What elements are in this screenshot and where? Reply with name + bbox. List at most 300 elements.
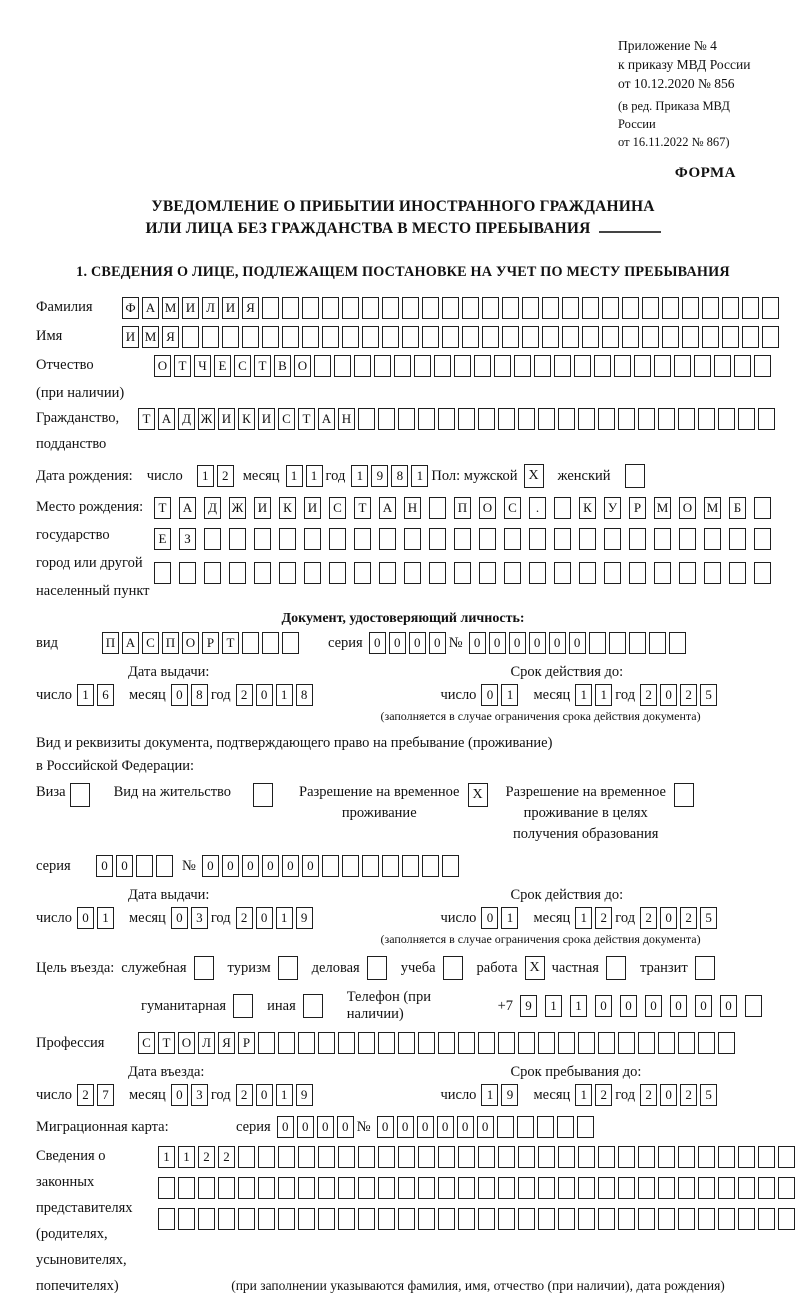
- char-cell[interactable]: С: [138, 1032, 155, 1054]
- char-cell[interactable]: [282, 297, 299, 319]
- char-cell[interactable]: [718, 1177, 735, 1199]
- char-cell[interactable]: И: [254, 497, 271, 519]
- char-cell[interactable]: [382, 855, 399, 877]
- char-cell[interactable]: [578, 408, 595, 430]
- char-cell[interactable]: [702, 326, 719, 348]
- char-cell[interactable]: [778, 1177, 795, 1199]
- char-cell[interactable]: [698, 1177, 715, 1199]
- char-cell[interactable]: [538, 1208, 555, 1230]
- char-cell[interactable]: [704, 562, 721, 584]
- char-cell[interactable]: [342, 855, 359, 877]
- char-cell[interactable]: 0: [481, 684, 498, 706]
- char-cell[interactable]: [642, 297, 659, 319]
- char-cell[interactable]: [404, 562, 421, 584]
- char-cell[interactable]: [538, 408, 555, 430]
- char-cell[interactable]: [378, 1177, 395, 1199]
- char-cell[interactable]: [729, 562, 746, 584]
- char-cell[interactable]: Л: [202, 297, 219, 319]
- char-cell[interactable]: [554, 355, 571, 377]
- char-cell[interactable]: [622, 326, 639, 348]
- char-cell[interactable]: [714, 355, 731, 377]
- purpose-transit-checkbox[interactable]: [695, 956, 715, 980]
- char-cell[interactable]: [242, 326, 259, 348]
- char-cell[interactable]: С: [278, 408, 295, 430]
- temp-residence-permit-checkbox[interactable]: X: [468, 783, 488, 807]
- char-cell[interactable]: [658, 1146, 675, 1168]
- char-cell[interactable]: 7: [97, 1084, 114, 1106]
- char-cell[interactable]: [334, 355, 351, 377]
- char-cell[interactable]: [458, 1032, 475, 1054]
- char-cell[interactable]: [238, 1177, 255, 1199]
- char-cell[interactable]: [614, 355, 631, 377]
- char-cell[interactable]: 1: [570, 995, 587, 1017]
- char-cell[interactable]: 0: [660, 907, 677, 929]
- residence-permit-checkbox[interactable]: [253, 783, 273, 807]
- char-cell[interactable]: 2: [595, 907, 612, 929]
- char-cell[interactable]: [358, 1032, 375, 1054]
- char-cell[interactable]: [622, 297, 639, 319]
- char-cell[interactable]: И: [304, 497, 321, 519]
- male-checkbox[interactable]: X: [524, 464, 544, 488]
- char-cell[interactable]: [438, 1032, 455, 1054]
- char-cell[interactable]: 0: [116, 855, 133, 877]
- purpose-business-checkbox[interactable]: [367, 956, 387, 980]
- char-cell[interactable]: [302, 297, 319, 319]
- char-cell[interactable]: [498, 1177, 515, 1199]
- char-cell[interactable]: [422, 855, 439, 877]
- char-cell[interactable]: 0: [529, 632, 546, 654]
- visa-checkbox[interactable]: [70, 783, 90, 807]
- char-cell[interactable]: [282, 326, 299, 348]
- char-cell[interactable]: [254, 528, 271, 550]
- char-cell[interactable]: Т: [158, 1032, 175, 1054]
- char-cell[interactable]: [338, 1032, 355, 1054]
- char-cell[interactable]: 5: [700, 684, 717, 706]
- char-cell[interactable]: [734, 355, 751, 377]
- char-cell[interactable]: [589, 632, 606, 654]
- char-cell[interactable]: [342, 326, 359, 348]
- female-checkbox[interactable]: [625, 464, 645, 488]
- char-cell[interactable]: [154, 562, 171, 584]
- char-cell[interactable]: 0: [302, 855, 319, 877]
- char-cell[interactable]: [638, 1208, 655, 1230]
- char-cell[interactable]: 0: [277, 1116, 294, 1138]
- char-cell[interactable]: 8: [296, 684, 313, 706]
- char-cell[interactable]: Т: [174, 355, 191, 377]
- char-cell[interactable]: [438, 1208, 455, 1230]
- char-cell[interactable]: 6: [97, 684, 114, 706]
- char-cell[interactable]: [514, 355, 531, 377]
- char-cell[interactable]: [678, 408, 695, 430]
- char-cell[interactable]: 0: [242, 855, 259, 877]
- char-cell[interactable]: [398, 1146, 415, 1168]
- char-cell[interactable]: [298, 1208, 315, 1230]
- char-cell[interactable]: [378, 1146, 395, 1168]
- char-cell[interactable]: [394, 355, 411, 377]
- char-cell[interactable]: [382, 297, 399, 319]
- char-cell[interactable]: [522, 297, 539, 319]
- char-cell[interactable]: [604, 528, 621, 550]
- char-cell[interactable]: О: [294, 355, 311, 377]
- char-cell[interactable]: [442, 297, 459, 319]
- char-cell[interactable]: 0: [509, 632, 526, 654]
- char-cell[interactable]: [758, 1208, 775, 1230]
- char-cell[interactable]: [758, 408, 775, 430]
- char-cell[interactable]: [554, 562, 571, 584]
- char-cell[interactable]: [238, 1208, 255, 1230]
- char-cell[interactable]: [278, 1208, 295, 1230]
- char-cell[interactable]: Я: [162, 326, 179, 348]
- char-cell[interactable]: [374, 355, 391, 377]
- char-cell[interactable]: П: [162, 632, 179, 654]
- char-cell[interactable]: [634, 355, 651, 377]
- char-cell[interactable]: [382, 326, 399, 348]
- char-cell[interactable]: 0: [262, 855, 279, 877]
- char-cell[interactable]: [218, 1177, 235, 1199]
- char-cell[interactable]: 3: [191, 1084, 208, 1106]
- char-cell[interactable]: [557, 1116, 574, 1138]
- char-cell[interactable]: [338, 1146, 355, 1168]
- purpose-official-checkbox[interactable]: [194, 956, 214, 980]
- char-cell[interactable]: С: [504, 497, 521, 519]
- char-cell[interactable]: [578, 1032, 595, 1054]
- char-cell[interactable]: Н: [338, 408, 355, 430]
- char-cell[interactable]: Ч: [194, 355, 211, 377]
- char-cell[interactable]: 0: [96, 855, 113, 877]
- char-cell[interactable]: [478, 1146, 495, 1168]
- char-cell[interactable]: Н: [404, 497, 421, 519]
- char-cell[interactable]: [338, 1208, 355, 1230]
- char-cell[interactable]: 3: [191, 907, 208, 929]
- char-cell[interactable]: К: [279, 497, 296, 519]
- char-cell[interactable]: [479, 562, 496, 584]
- char-cell[interactable]: А: [122, 632, 139, 654]
- char-cell[interactable]: [338, 1177, 355, 1199]
- char-cell[interactable]: [322, 855, 339, 877]
- char-cell[interactable]: [402, 326, 419, 348]
- char-cell[interactable]: 0: [77, 907, 94, 929]
- char-cell[interactable]: [562, 297, 579, 319]
- char-cell[interactable]: О: [479, 497, 496, 519]
- char-cell[interactable]: [258, 1177, 275, 1199]
- char-cell[interactable]: К: [579, 497, 596, 519]
- char-cell[interactable]: [458, 1146, 475, 1168]
- char-cell[interactable]: 0: [457, 1116, 474, 1138]
- char-cell[interactable]: [279, 528, 296, 550]
- char-cell[interactable]: 0: [660, 684, 677, 706]
- char-cell[interactable]: 0: [256, 1084, 273, 1106]
- char-cell[interactable]: 0: [595, 995, 612, 1017]
- char-cell[interactable]: [179, 562, 196, 584]
- char-cell[interactable]: И: [222, 297, 239, 319]
- char-cell[interactable]: [654, 528, 671, 550]
- char-cell[interactable]: Ж: [229, 497, 246, 519]
- char-cell[interactable]: [222, 326, 239, 348]
- char-cell[interactable]: [498, 1208, 515, 1230]
- char-cell[interactable]: Л: [198, 1032, 215, 1054]
- char-cell[interactable]: [398, 408, 415, 430]
- char-cell[interactable]: 5: [700, 1084, 717, 1106]
- char-cell[interactable]: [658, 1208, 675, 1230]
- char-cell[interactable]: [518, 1032, 535, 1054]
- char-cell[interactable]: П: [102, 632, 119, 654]
- char-cell[interactable]: 9: [520, 995, 537, 1017]
- char-cell[interactable]: [698, 1146, 715, 1168]
- char-cell[interactable]: [362, 297, 379, 319]
- char-cell[interactable]: [778, 1208, 795, 1230]
- char-cell[interactable]: 1: [501, 907, 518, 929]
- char-cell[interactable]: [279, 562, 296, 584]
- char-cell[interactable]: [354, 562, 371, 584]
- char-cell[interactable]: [722, 326, 739, 348]
- char-cell[interactable]: [578, 1208, 595, 1230]
- char-cell[interactable]: [378, 408, 395, 430]
- char-cell[interactable]: Т: [154, 497, 171, 519]
- char-cell[interactable]: [618, 408, 635, 430]
- char-cell[interactable]: 0: [171, 684, 188, 706]
- char-cell[interactable]: [358, 1177, 375, 1199]
- char-cell[interactable]: 8: [391, 465, 408, 487]
- char-cell[interactable]: [742, 297, 759, 319]
- char-cell[interactable]: [518, 1177, 535, 1199]
- char-cell[interactable]: [745, 995, 762, 1017]
- char-cell[interactable]: [204, 562, 221, 584]
- char-cell[interactable]: 2: [198, 1146, 215, 1168]
- char-cell[interactable]: 2: [218, 1146, 235, 1168]
- char-cell[interactable]: 0: [620, 995, 637, 1017]
- char-cell[interactable]: [658, 1177, 675, 1199]
- char-cell[interactable]: [136, 855, 153, 877]
- char-cell[interactable]: 0: [171, 907, 188, 929]
- char-cell[interactable]: 0: [377, 1116, 394, 1138]
- char-cell[interactable]: [754, 562, 771, 584]
- char-cell[interactable]: [542, 297, 559, 319]
- char-cell[interactable]: [362, 326, 379, 348]
- char-cell[interactable]: А: [179, 497, 196, 519]
- char-cell[interactable]: О: [178, 1032, 195, 1054]
- char-cell[interactable]: [522, 326, 539, 348]
- char-cell[interactable]: [254, 562, 271, 584]
- char-cell[interactable]: 0: [477, 1116, 494, 1138]
- char-cell[interactable]: [458, 408, 475, 430]
- char-cell[interactable]: 2: [595, 1084, 612, 1106]
- char-cell[interactable]: [602, 326, 619, 348]
- char-cell[interactable]: 2: [680, 907, 697, 929]
- char-cell[interactable]: [754, 355, 771, 377]
- char-cell[interactable]: [218, 1208, 235, 1230]
- char-cell[interactable]: [578, 1177, 595, 1199]
- char-cell[interactable]: [698, 1208, 715, 1230]
- char-cell[interactable]: [618, 1177, 635, 1199]
- char-cell[interactable]: [758, 1177, 775, 1199]
- char-cell[interactable]: [598, 1032, 615, 1054]
- char-cell[interactable]: [538, 1177, 555, 1199]
- char-cell[interactable]: [454, 355, 471, 377]
- char-cell[interactable]: [504, 528, 521, 550]
- char-cell[interactable]: [694, 355, 711, 377]
- char-cell[interactable]: 1: [276, 1084, 293, 1106]
- char-cell[interactable]: [298, 1146, 315, 1168]
- char-cell[interactable]: [422, 326, 439, 348]
- char-cell[interactable]: 1: [276, 684, 293, 706]
- char-cell[interactable]: [329, 528, 346, 550]
- char-cell[interactable]: 0: [481, 907, 498, 929]
- char-cell[interactable]: С: [142, 632, 159, 654]
- char-cell[interactable]: [679, 562, 696, 584]
- char-cell[interactable]: 1: [77, 684, 94, 706]
- char-cell[interactable]: 0: [297, 1116, 314, 1138]
- char-cell[interactable]: [418, 1032, 435, 1054]
- char-cell[interactable]: У: [604, 497, 621, 519]
- char-cell[interactable]: [618, 1208, 635, 1230]
- char-cell[interactable]: 0: [660, 1084, 677, 1106]
- char-cell[interactable]: О: [679, 497, 696, 519]
- char-cell[interactable]: [178, 1208, 195, 1230]
- char-cell[interactable]: [579, 528, 596, 550]
- char-cell[interactable]: [398, 1032, 415, 1054]
- char-cell[interactable]: 0: [282, 855, 299, 877]
- char-cell[interactable]: 8: [191, 684, 208, 706]
- char-cell[interactable]: Д: [178, 408, 195, 430]
- char-cell[interactable]: [242, 632, 259, 654]
- char-cell[interactable]: 0: [569, 632, 586, 654]
- char-cell[interactable]: [304, 528, 321, 550]
- char-cell[interactable]: [429, 528, 446, 550]
- char-cell[interactable]: [204, 528, 221, 550]
- char-cell[interactable]: [562, 326, 579, 348]
- char-cell[interactable]: [518, 1208, 535, 1230]
- char-cell[interactable]: [442, 855, 459, 877]
- char-cell[interactable]: 1: [158, 1146, 175, 1168]
- char-cell[interactable]: 0: [256, 907, 273, 929]
- char-cell[interactable]: [558, 1032, 575, 1054]
- char-cell[interactable]: [238, 1146, 255, 1168]
- char-cell[interactable]: Я: [242, 297, 259, 319]
- char-cell[interactable]: [498, 408, 515, 430]
- char-cell[interactable]: Т: [138, 408, 155, 430]
- char-cell[interactable]: 2: [217, 465, 234, 487]
- char-cell[interactable]: [504, 562, 521, 584]
- char-cell[interactable]: [518, 1146, 535, 1168]
- char-cell[interactable]: .: [529, 497, 546, 519]
- char-cell[interactable]: [729, 528, 746, 550]
- char-cell[interactable]: [158, 1208, 175, 1230]
- char-cell[interactable]: Ф: [122, 297, 139, 319]
- char-cell[interactable]: [529, 562, 546, 584]
- char-cell[interactable]: [402, 297, 419, 319]
- char-cell[interactable]: [758, 1146, 775, 1168]
- char-cell[interactable]: [738, 1208, 755, 1230]
- char-cell[interactable]: 1: [575, 1084, 592, 1106]
- char-cell[interactable]: [698, 1032, 715, 1054]
- char-cell[interactable]: [322, 326, 339, 348]
- char-cell[interactable]: [698, 408, 715, 430]
- char-cell[interactable]: [718, 1208, 735, 1230]
- char-cell[interactable]: 0: [409, 632, 426, 654]
- char-cell[interactable]: [618, 1146, 635, 1168]
- char-cell[interactable]: [478, 1208, 495, 1230]
- char-cell[interactable]: [762, 326, 779, 348]
- char-cell[interactable]: [379, 528, 396, 550]
- char-cell[interactable]: [662, 326, 679, 348]
- char-cell[interactable]: 9: [371, 465, 388, 487]
- char-cell[interactable]: 0: [695, 995, 712, 1017]
- char-cell[interactable]: [442, 326, 459, 348]
- char-cell[interactable]: [258, 1208, 275, 1230]
- char-cell[interactable]: [478, 408, 495, 430]
- char-cell[interactable]: [598, 1177, 615, 1199]
- char-cell[interactable]: [329, 562, 346, 584]
- char-cell[interactable]: С: [234, 355, 251, 377]
- char-cell[interactable]: [438, 1146, 455, 1168]
- char-cell[interactable]: О: [154, 355, 171, 377]
- char-cell[interactable]: [418, 408, 435, 430]
- char-cell[interactable]: И: [122, 326, 139, 348]
- char-cell[interactable]: [478, 1032, 495, 1054]
- char-cell[interactable]: Д: [204, 497, 221, 519]
- char-cell[interactable]: [678, 1032, 695, 1054]
- char-cell[interactable]: [754, 528, 771, 550]
- char-cell[interactable]: З: [179, 528, 196, 550]
- char-cell[interactable]: А: [379, 497, 396, 519]
- char-cell[interactable]: О: [182, 632, 199, 654]
- char-cell[interactable]: [474, 355, 491, 377]
- char-cell[interactable]: 1: [178, 1146, 195, 1168]
- char-cell[interactable]: [362, 855, 379, 877]
- char-cell[interactable]: [438, 1177, 455, 1199]
- char-cell[interactable]: И: [218, 408, 235, 430]
- char-cell[interactable]: 1: [411, 465, 428, 487]
- char-cell[interactable]: [704, 528, 721, 550]
- char-cell[interactable]: [538, 1146, 555, 1168]
- char-cell[interactable]: [479, 528, 496, 550]
- char-cell[interactable]: [354, 355, 371, 377]
- char-cell[interactable]: 5: [700, 907, 717, 929]
- char-cell[interactable]: [258, 1032, 275, 1054]
- char-cell[interactable]: [458, 1208, 475, 1230]
- char-cell[interactable]: 0: [720, 995, 737, 1017]
- char-cell[interactable]: [574, 355, 591, 377]
- char-cell[interactable]: [378, 1032, 395, 1054]
- char-cell[interactable]: [638, 1032, 655, 1054]
- char-cell[interactable]: 0: [171, 1084, 188, 1106]
- char-cell[interactable]: [649, 632, 666, 654]
- char-cell[interactable]: Е: [154, 528, 171, 550]
- char-cell[interactable]: Е: [214, 355, 231, 377]
- char-cell[interactable]: С: [329, 497, 346, 519]
- char-cell[interactable]: 2: [640, 1084, 657, 1106]
- char-cell[interactable]: 1: [276, 907, 293, 929]
- char-cell[interactable]: 2: [236, 1084, 253, 1106]
- char-cell[interactable]: [554, 497, 571, 519]
- char-cell[interactable]: [738, 408, 755, 430]
- char-cell[interactable]: [498, 1146, 515, 1168]
- char-cell[interactable]: Р: [238, 1032, 255, 1054]
- char-cell[interactable]: [678, 1146, 695, 1168]
- char-cell[interactable]: [398, 1208, 415, 1230]
- char-cell[interactable]: [414, 355, 431, 377]
- char-cell[interactable]: [418, 1146, 435, 1168]
- char-cell[interactable]: [658, 1032, 675, 1054]
- char-cell[interactable]: [542, 326, 559, 348]
- char-cell[interactable]: 9: [501, 1084, 518, 1106]
- char-cell[interactable]: [156, 855, 173, 877]
- char-cell[interactable]: [604, 562, 621, 584]
- char-cell[interactable]: М: [142, 326, 159, 348]
- char-cell[interactable]: [529, 528, 546, 550]
- char-cell[interactable]: [718, 408, 735, 430]
- char-cell[interactable]: [702, 297, 719, 319]
